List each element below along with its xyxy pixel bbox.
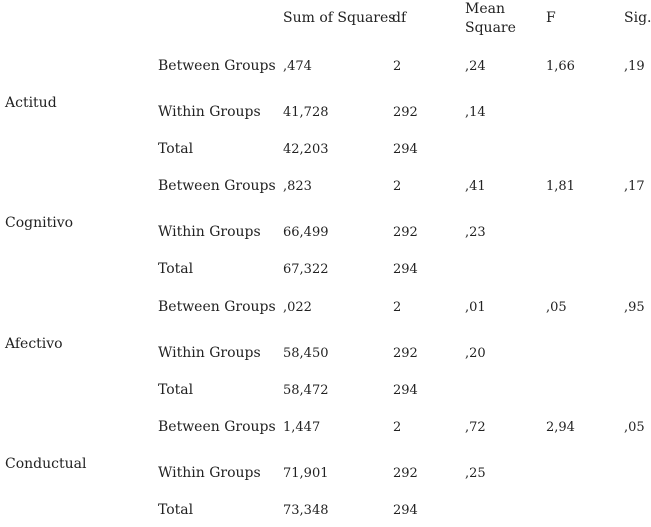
cell-mean-square: ,20 — [465, 346, 486, 361]
cell-mean-square: ,24 — [465, 59, 486, 74]
cell-sum-of-squares: 1,447 — [283, 420, 321, 435]
cell-mean-square: ,23 — [465, 225, 486, 240]
row-label: Between Groups — [158, 178, 276, 194]
cell-sum-of-squares: ,022 — [283, 300, 312, 315]
row-label: Total — [158, 502, 194, 518]
cell-sum-of-squares: 58,450 — [283, 346, 329, 361]
cell-df: 2 — [393, 179, 402, 194]
group-label: Actitud — [5, 95, 57, 111]
header-f: F — [546, 10, 556, 26]
cell-sig: ,17 — [624, 179, 645, 194]
cell-sum-of-squares: 58,472 — [283, 383, 329, 398]
cell-df: 2 — [393, 59, 402, 74]
cell-sig: ,19 — [624, 59, 645, 74]
cell-f: 1,66 — [546, 59, 575, 74]
row-label: Within Groups — [158, 224, 261, 240]
cell-sum-of-squares: 66,499 — [283, 225, 329, 240]
cell-df: 2 — [393, 300, 402, 315]
cell-sum-of-squares: 41,728 — [283, 105, 329, 120]
row-label: Total — [158, 382, 194, 398]
cell-mean-square: ,41 — [465, 179, 486, 194]
header-sum-of-squares: Sum of Squares — [283, 10, 396, 26]
row-label: Between Groups — [158, 299, 276, 315]
group-label: Cognitivo — [5, 215, 74, 231]
header-sig: Sig. — [624, 10, 651, 26]
cell-mean-square: ,01 — [465, 300, 486, 315]
row-label: Between Groups — [158, 419, 276, 435]
group-label: Afectivo — [5, 336, 63, 352]
cell-sum-of-squares: ,474 — [283, 59, 312, 74]
cell-sum-of-squares: 73,348 — [283, 503, 329, 518]
header-df: df — [392, 10, 407, 26]
cell-df: 292 — [393, 105, 418, 120]
row-label: Total — [158, 261, 194, 277]
cell-mean-square: ,72 — [465, 420, 486, 435]
cell-sum-of-squares: ,823 — [283, 179, 312, 194]
cell-sig: ,05 — [624, 420, 645, 435]
cell-sig: ,95 — [624, 300, 645, 315]
cell-df: 294 — [393, 383, 418, 398]
group-label: Conductual — [5, 456, 87, 472]
cell-df: 292 — [393, 466, 418, 481]
cell-mean-square: ,25 — [465, 466, 486, 481]
cell-f: ,05 — [546, 300, 567, 315]
cell-df: 292 — [393, 225, 418, 240]
row-label: Between Groups — [158, 58, 276, 74]
header-mean-square-line1: Mean — [465, 1, 505, 17]
cell-df: 294 — [393, 142, 418, 157]
row-label: Total — [158, 141, 194, 157]
cell-f: 2,94 — [546, 420, 575, 435]
cell-df: 294 — [393, 262, 418, 277]
cell-sum-of-squares: 67,322 — [283, 262, 329, 277]
cell-sum-of-squares: 42,203 — [283, 142, 329, 157]
cell-f: 1,81 — [546, 179, 575, 194]
row-label: Within Groups — [158, 104, 261, 120]
header-mean-square-line2: Square — [465, 20, 516, 36]
cell-sum-of-squares: 71,901 — [283, 466, 329, 481]
row-label: Within Groups — [158, 465, 261, 481]
row-label: Within Groups — [158, 345, 261, 361]
cell-df: 2 — [393, 420, 402, 435]
cell-mean-square: ,14 — [465, 105, 486, 120]
cell-df: 294 — [393, 503, 418, 518]
cell-df: 292 — [393, 346, 418, 361]
